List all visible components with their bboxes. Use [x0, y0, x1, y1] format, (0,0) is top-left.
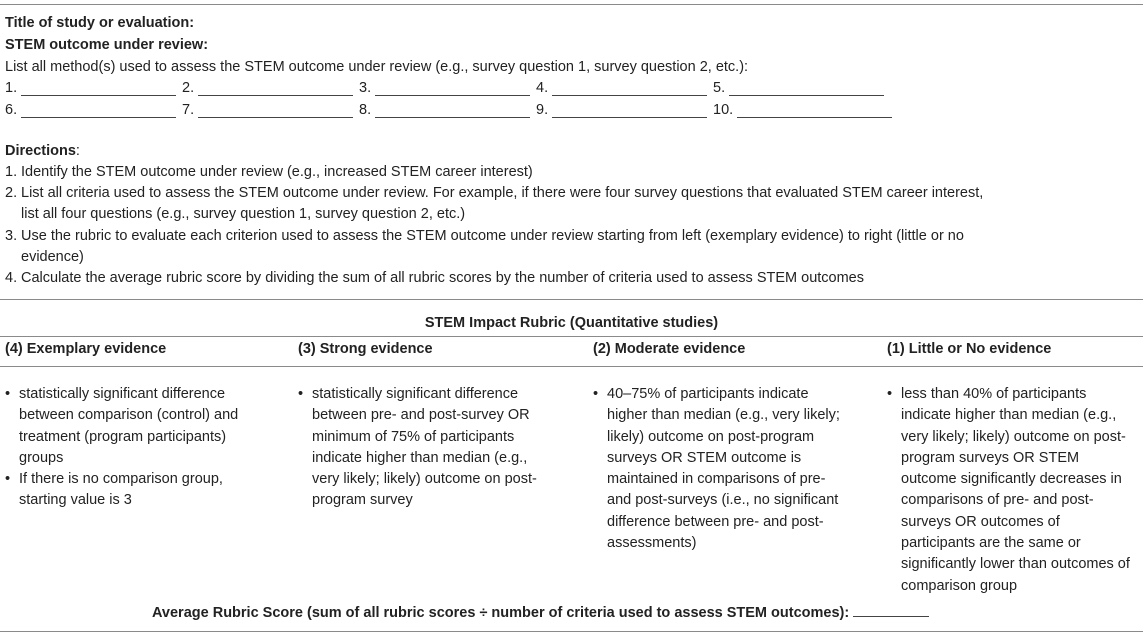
bullet-item: • statistically significant difference between comparison (control) and treatment (program participants) groups [5, 386, 239, 466]
method-field-9[interactable]: 9. [536, 102, 713, 118]
column-header-strong: (3) Strong evidence [298, 341, 433, 357]
bottom-rule [0, 631, 1143, 632]
stem-outcome-label: STEM outcome under review: [5, 37, 209, 53]
column-header-rule [0, 366, 1143, 367]
method-field-6[interactable]: 6. [5, 102, 182, 118]
methods-instruction: List all method(s) used to assess the STEM outcome under review (e.g., survey question 1, survey question 2, etc.): [5, 59, 749, 75]
methods-row-2 [5, 102, 903, 118]
direction-item-3: 3. Use the rubric to evaluate each criterion used to assess the STEM outcome under review starting from left (exemplary evidence) to right (little or no evidence) [5, 228, 964, 265]
column-strong [298, 384, 543, 512]
column-little [887, 384, 1137, 597]
rubric-title-rule [0, 336, 1143, 337]
bullet-item: • less than 40% of participants indicate higher than median (e.g., very likely; likely) outcome on post-program surveys OR STEM outcome significantly decreases in comparisons of pre- and post-surveys OR outcomes of participants are the same or significantly lower than outcomes of comparison group [887, 386, 1130, 594]
column-header-moderate: (2) Moderate evidence [593, 341, 746, 357]
method-field-7[interactable]: 7. [182, 102, 359, 118]
direction-item-4: 4. Calculate the average rubric score by dividing the sum of all rubric scores by the number of criteria used to assess STEM outcomes [5, 270, 864, 286]
method-field-10[interactable]: 10. [713, 102, 903, 118]
title-of-study-label: Title of study or evaluation: [5, 15, 195, 31]
average-score-label: Average Rubric Score (sum of all rubric scores ÷ number of criteria used to assess STEM outcomes): [152, 605, 850, 621]
column-exemplary [5, 384, 250, 512]
bullet-item: • If there is no comparison group, starting value is 3 [5, 471, 223, 509]
methods-row-1 [5, 80, 890, 96]
bullet-item: • statistically significant difference between pre- and post-survey OR minimum of 75% of participants indicate higher than median (e.g., very likely; likely) outcome on post-program survey [298, 386, 537, 509]
top-rule [0, 4, 1143, 5]
average-score-field[interactable] [853, 603, 929, 617]
column-header-little: (1) Little or No evidence [887, 341, 1052, 357]
direction-item-1: 1. Identify the STEM outcome under review (e.g., increased STEM career interest) [5, 164, 533, 180]
rubric-title: STEM Impact Rubric (Quantitative studies) [424, 315, 719, 331]
method-field-4[interactable]: 4. [536, 80, 713, 96]
method-field-2[interactable]: 2. [182, 80, 359, 96]
method-field-8[interactable]: 8. [359, 102, 536, 118]
column-moderate [593, 384, 843, 554]
bullet-item: • 40–75% of participants indicate higher than median (e.g., very likely; likely) outcome on post-program surveys OR STEM outcome is maintained in comparisons of pre- and post-surveys (i.e., no significant difference between pre- and post-assessments) [593, 386, 840, 552]
directions-heading: Directions: [5, 143, 80, 159]
method-field-5[interactable]: 5. [713, 80, 890, 96]
method-field-3[interactable]: 3. [359, 80, 536, 96]
method-field-1[interactable]: 1. [5, 80, 182, 96]
average-score-row [152, 603, 929, 623]
direction-item-2: 2. List all criteria used to assess the STEM outcome under review. For example, if there were four survey questions that evaluated STEM career interest, list all four questions (e.g., survey question 1, survey question 2, etc.) [5, 185, 984, 222]
column-header-exemplary: (4) Exemplary evidence [5, 341, 167, 357]
rubric-top-rule [0, 299, 1143, 300]
